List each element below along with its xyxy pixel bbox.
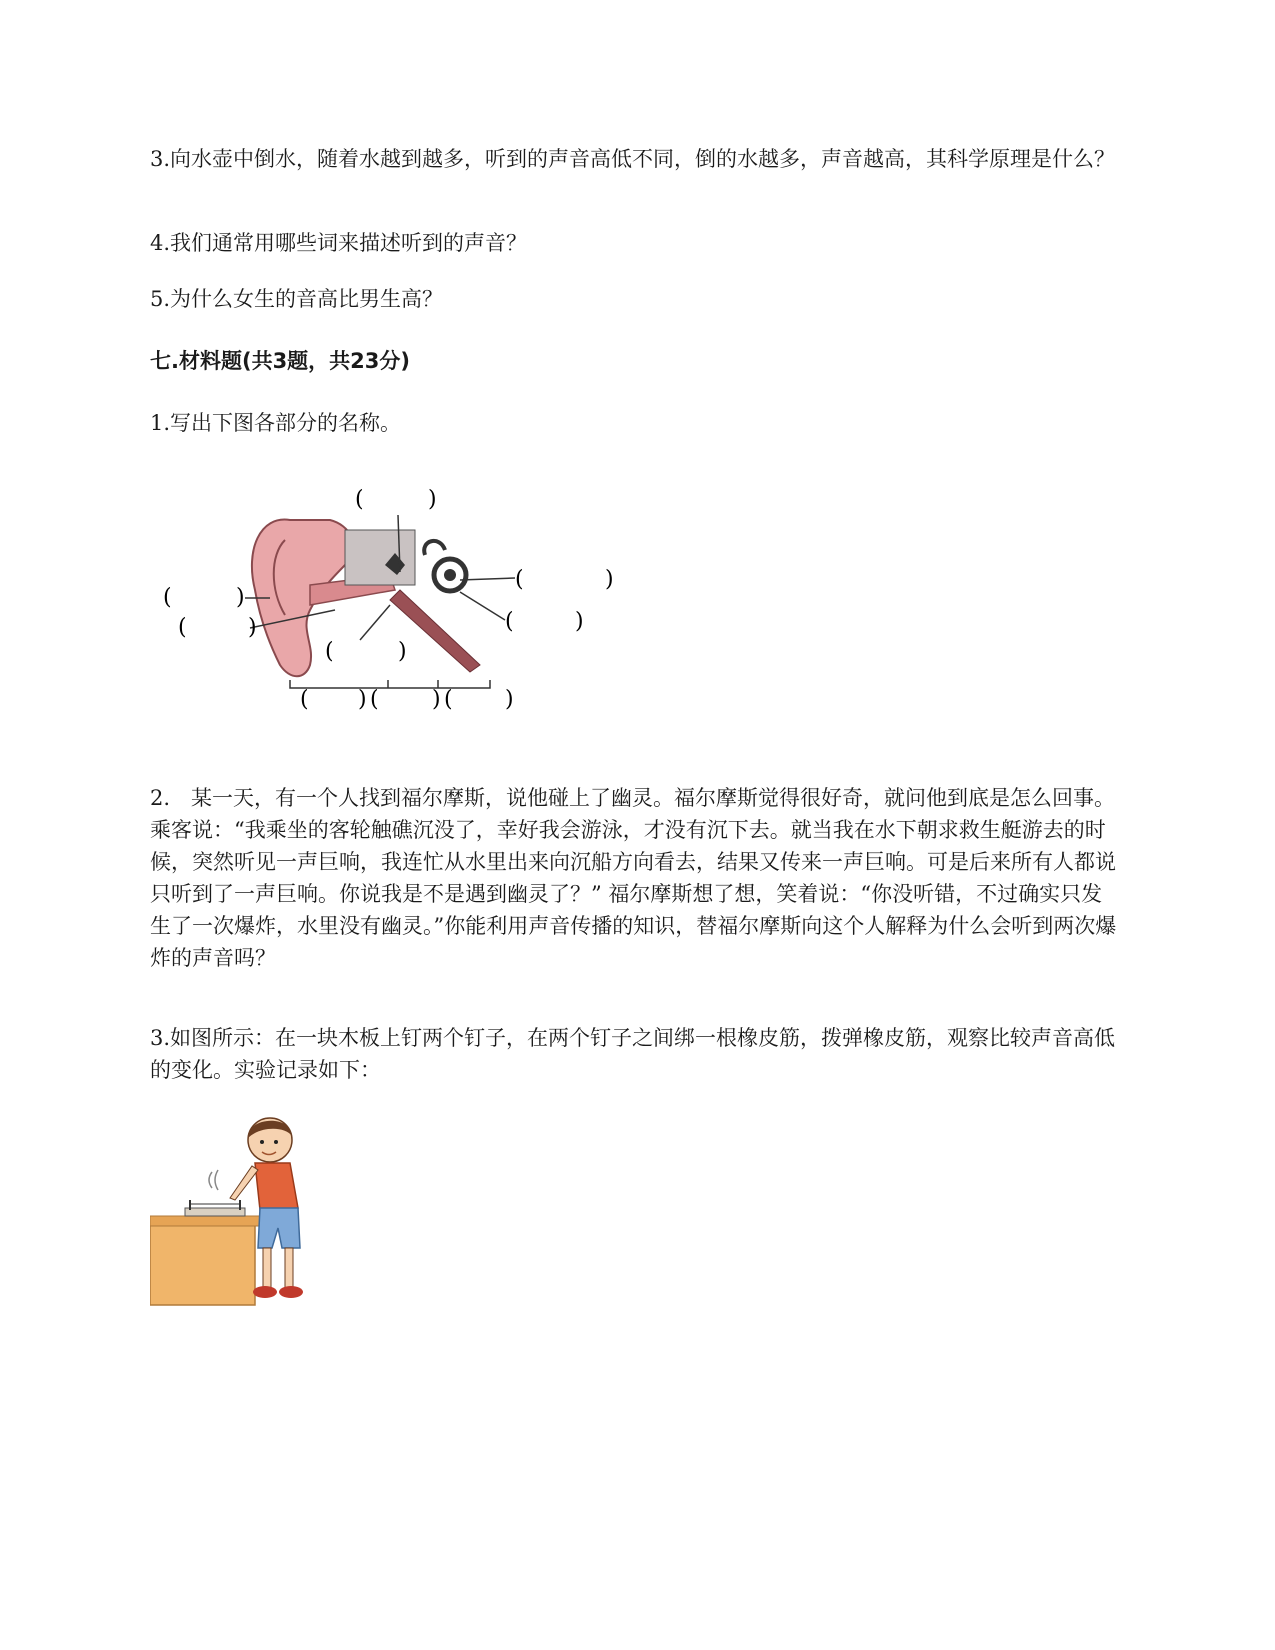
material-q3-text: 3.如图所示：在一块木板上钉两个钉子，在两个钉子之间绑一根橡皮筋，拨弹橡皮筋，观察比较声音高低的变化。实验记录如下： — [150, 1026, 1116, 1082]
material-q2-text: 2. 某一天，有一个人找到福尔摩斯，说他碰上了幽灵。福尔摩斯觉得很好奇，就问他到底是怎么回事。乘客说：“我乘坐的客轮触礁沉没了，幸好我会游泳，才没有沉下去。就当我在水下朝求救生艇游去的时候，突然听见一声巨响，我连忙从水里出来向沉船方向看去，结果又传来一声巨响。可是后来所有人都说只听到了一声巨响。你说我是不是遇到幽灵了？” 福尔摩斯想了想，笑着说：“你没听错，不过确实只发生了一次爆炸，水里没有幽灵。”你能利用声音传播的知识，替福尔摩斯向这个人解释为什么会听到两次爆炸的声音吗？ — [150, 786, 1117, 970]
blank-top-close: ) — [428, 487, 437, 512]
blank-left2-open: ( — [178, 615, 187, 640]
question-4-text: 4.我们通常用哪些词来描述听到的声音？ — [150, 231, 528, 255]
blank-bottom3-open: ( — [444, 687, 453, 712]
blank-right1-open: ( — [515, 567, 524, 592]
blank-middle-open: ( — [325, 639, 334, 664]
question-5-text: 5.为什么女生的音高比男生高？ — [150, 287, 444, 311]
blank-top-open: ( — [355, 487, 364, 512]
question-3-text: 3.向水壶中倒水，随着水越到越多，听到的声音高低不同，倒的水越多，声音越高，其科学原理是什么？ — [150, 147, 1116, 171]
section-title: 七.材料题(共3题，共23分) — [150, 349, 411, 373]
blank-right2-open: ( — [505, 609, 514, 634]
blank-bottom1-open: ( — [300, 687, 309, 712]
blank-left1-close: ) — [236, 585, 245, 610]
blank-bottom1-close: ) — [358, 687, 367, 712]
blank-bottom2-close: ) — [432, 687, 441, 712]
blank-left1-open: ( — [163, 585, 172, 610]
material-q1-text: 1.写出下图各部分的名称。 — [150, 411, 402, 435]
blank-bottom3-close: ) — [505, 687, 514, 712]
boy-plucking-rubber-band-illustration-icon — [150, 1108, 310, 1308]
blank-right1-close: ) — [605, 567, 614, 592]
ear-anatomy-diagram-icon — [160, 480, 640, 740]
blank-right2-close: ) — [575, 609, 584, 634]
blank-middle-close: ) — [398, 639, 407, 664]
blank-bottom2-open: ( — [370, 687, 379, 712]
blank-left2-close: ) — [248, 615, 257, 640]
